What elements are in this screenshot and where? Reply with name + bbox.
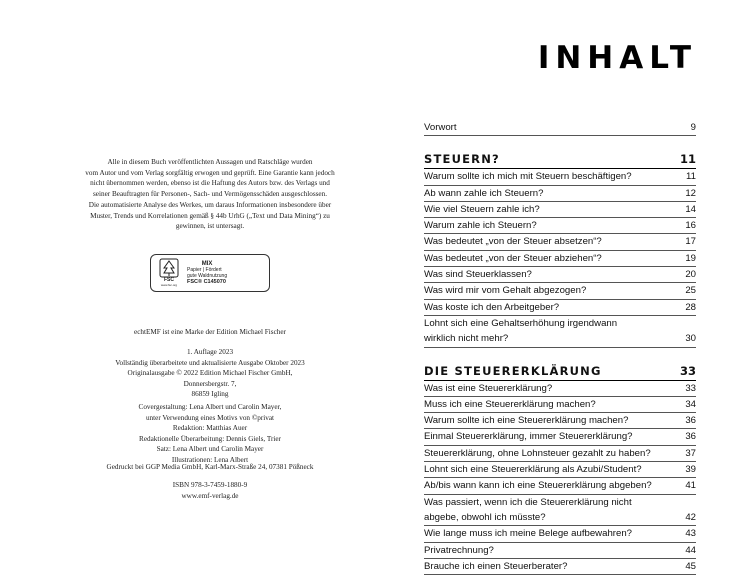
- toc-entry: Was wird mir vom Gehalt abgezogen? 25: [424, 283, 696, 299]
- toc-entry: Was sind Steuerklassen? 20: [424, 267, 696, 283]
- toc-entry: Wie viel Steuern zahle ich? 14: [424, 202, 696, 218]
- toc-entry: Was ist eine Steuererklärung? 33: [424, 381, 696, 397]
- toc-entry: Wie lange muss ich meine Belege aufbewahren? 43: [424, 526, 696, 542]
- credits: Covergestaltung: Lena Albert und Carolin Mayer, unter Verwendung eines Motivs von ©privat Redaktion: Matthias Auer Redaktionelle Überarbeitung: Dennis Giels, Trier Satz: Lena Albert und Carolin Mayer Illustrationen: Lena Albert: [138, 403, 282, 464]
- brand-line: echtEMF ist eine Marke der Edition Michael Fischer: [134, 328, 286, 336]
- toc-entry: Ab/bis wann kann ich eine Steuererklärung abgeben? 41: [424, 478, 696, 494]
- toc-entry: Lohnt sich eine Steuererklärung als Azubi/Student? 39: [424, 462, 696, 478]
- toc-entry: Brauche ich einen Steuerberater? 45: [424, 559, 696, 575]
- disclaimer-text: Alle in diesem Buch veröffentlichten Aussagen und Ratschläge wurden vom Autor und vom Verlag sorgfältig erwogen und geprüft. Eine Garantie kann jedoch nicht übernommen werden, ebenso ist die Haftung des Autors bzw. des Verlags und seiner Beauftragten für Personen-, Sach- und Vermögensschäden ausgeschlossen.: [85, 158, 335, 198]
- toc-entry: Warum sollte ich eine Steuererklärung machen? 36: [424, 413, 696, 429]
- table-of-contents: [424, 120, 696, 575]
- fsc-logo-text: FSC: [164, 277, 174, 283]
- toc-section-heading: STEUERN? 11: [424, 150, 696, 169]
- isbn-block: ISBN 978-3-7459-1880-9 www.emf-verlag.de: [60, 480, 360, 501]
- toc-entry-foreword: Vorwort 9: [424, 120, 696, 136]
- fsc-logo-url: www.fsc.org: [160, 283, 178, 287]
- page-title: INHALT: [537, 40, 697, 76]
- toc-entry: Warum zahle ich Steuern? 16: [424, 218, 696, 234]
- toc-entry: Was bedeutet „von der Steuer absetzen“? 17: [424, 234, 696, 250]
- toc-entry: Ab wann zahle ich Steuern? 12: [424, 186, 696, 202]
- toc-entry: Muss ich eine Steuererklärung machen? 34: [424, 397, 696, 413]
- printer-info: Gedruckt bei GGP Media GmbH, Karl-Marx-Straße 24, 07381 Pößneck: [106, 463, 314, 471]
- tdm-notice: Die automatisierte Analyse des Werkes, um daraus Informationen insbesondere über Muster, Trends und Korrelationen gemäß § 44b UrhG („Text und Data Mining“) zu gewinnen, ist untersagt.: [88, 201, 332, 231]
- toc-section-heading: DIE STEUERERKLÄRUNG 33: [424, 362, 696, 381]
- website-link: www.emf-verlag.de: [181, 491, 239, 500]
- edition-info: 1. Auflage 2023 Vollständig überarbeitete und aktualisierte Ausgabe Oktober 2023 Originalausgabe © 2022 Edition Michael Fischer GmbH, Donnersbergstr. 7, 86859 Igling: [115, 348, 305, 399]
- toc-entry: Was passiert, wenn ich die Steuererklärung nicht abgebe, obwohl ich müsste? 42: [424, 495, 696, 527]
- toc-entry: Einmal Steuererklärung, immer Steuererklärung? 36: [424, 429, 696, 445]
- fsc-tree-icon: [157, 258, 181, 288]
- fsc-label: [150, 254, 270, 292]
- toc-entry: Lohnt sich eine Gehaltserhöhung irgendwann wirklich nicht mehr? 30: [424, 316, 696, 348]
- toc-entry: Warum sollte ich mich mit Steuern beschäftigen? 11: [424, 169, 696, 185]
- toc-entry: Privatrechnung? 44: [424, 543, 696, 559]
- fsc-label-text: MIX Papier | Fördert gute Waldnutzung FSC® C145070: [187, 261, 228, 285]
- toc-entry: Was koste ich den Arbeitgeber? 28: [424, 300, 696, 316]
- toc-entry: Was bedeutet „von der Steuer abziehen“? 19: [424, 251, 696, 267]
- toc-entry: Steuererklärung, ohne Lohnsteuer gezahlt zu haben? 37: [424, 446, 696, 462]
